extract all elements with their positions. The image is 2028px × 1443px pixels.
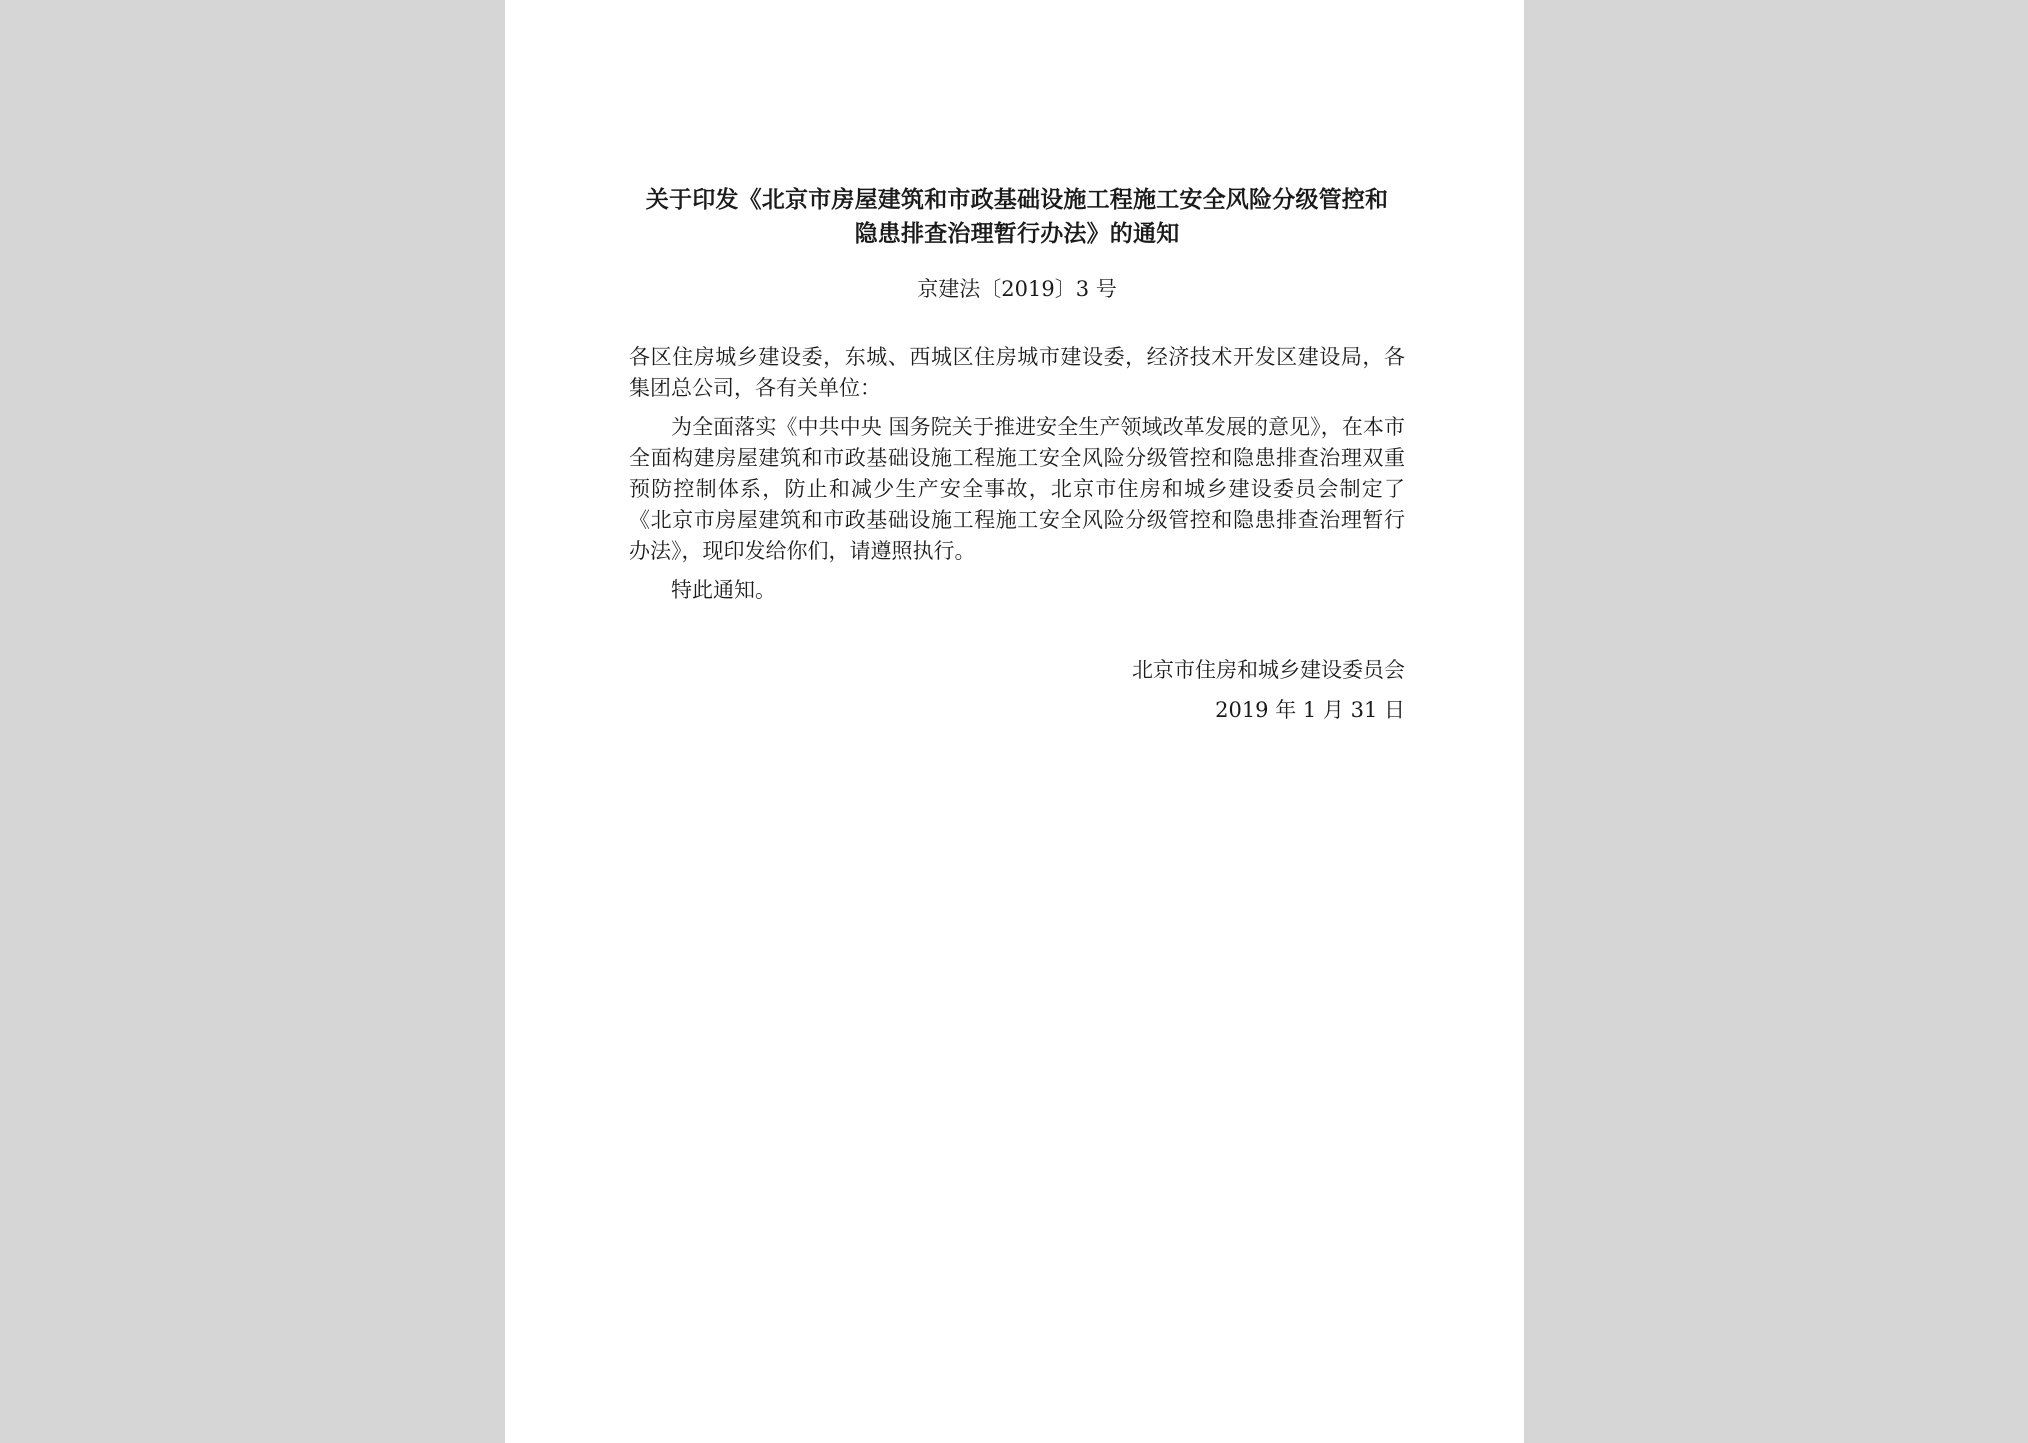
- closing-line: 特此通知。: [671, 578, 776, 602]
- signature-block: [629, 650, 1405, 730]
- body-paragraph: 为全面落实《中共中央 国务院关于推进安全生产领域改革发展的意见》，在本市全面构建房屋建筑和市政基础设施工程施工安全风险分级管控和隐患排查治理双重预防控制体系，防止和减少生产安全事故，北京市住房和城乡建设委员会制定了《北京市房屋建筑和市政基础设施工程施工安全风险分级管控和隐患排查治理暂行办法》，现印发给你们，请遵照执行。: [629, 415, 1405, 563]
- document-page: [505, 0, 1524, 1443]
- issue-date: 2019 年 1 月 31 日: [1215, 698, 1405, 722]
- document-title: [629, 183, 1405, 251]
- title-line-2: 隐患排查治理暂行办法》的通知: [854, 220, 1180, 247]
- addressee: 各区住房城乡建设委，东城、西城区住房城市建设委，经济技术开发区建设局，各集团总公司，各有关单位：: [629, 345, 1405, 400]
- document-number: 京建法〔2019〕3 号: [917, 277, 1117, 301]
- issuer-name: 北京市住房和城乡建设委员会: [1132, 658, 1405, 682]
- page-content: [629, 183, 1405, 730]
- title-line-1: 关于印发《北京市房屋建筑和市政基础设施工程施工安全风险分级管控和: [645, 186, 1389, 213]
